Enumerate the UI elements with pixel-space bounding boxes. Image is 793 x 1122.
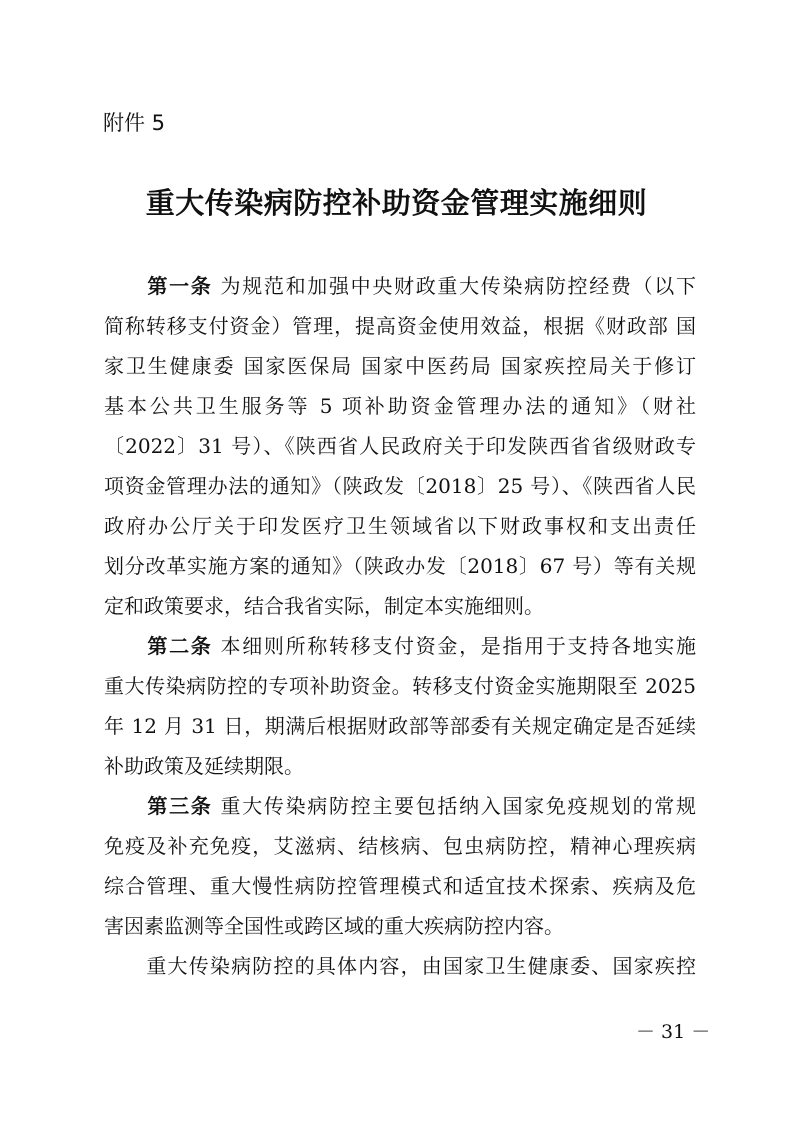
line-text: 项资金管理办法的通知》（陕政发〔2018〕25 号）、《陕西省人民 (104, 474, 696, 498)
document-body (104, 266, 696, 986)
body-line (104, 826, 696, 866)
body-line (104, 746, 696, 786)
article-number: 第二条 (104, 634, 213, 658)
line-text: 年 12 月 31 日，期满后根据财政部等部委有关规定确定是否延续 (104, 714, 696, 738)
body-line (104, 946, 696, 986)
line-text: 政府办公厅关于印发医疗卫生领域省以下财政事权和支出责任 (104, 514, 696, 538)
line-text: 基本公共卫生服务等 5 项补助资金管理办法的通知》（财社 (104, 394, 696, 418)
line-text: 重大传染病防控主要包括纳入国家免疫规划的常规 (212, 794, 696, 818)
body-line (104, 386, 696, 426)
body-line (104, 906, 696, 946)
line-text: 简称转移支付资金）管理，提高资金使用效益，根据《财政部 国 (104, 314, 696, 338)
page-number: － 31 － (636, 1021, 711, 1043)
body-line (104, 706, 696, 746)
line-text: 害因素监测等全国性或跨区域的重大疾病防控内容。 (104, 914, 564, 938)
line-text: 补助政策及延续期限。 (104, 754, 304, 778)
line-text: 定和政策要求，结合我省实际，制定本实施细则。 (104, 594, 544, 618)
body-line (104, 266, 696, 306)
body-line (104, 506, 696, 546)
line-text: 为规范和加强中央财政重大传染病防控经费（以下 (212, 274, 696, 298)
body-line (104, 306, 696, 346)
line-text: 重大传染病防控的专项补助资金。转移支付资金实施期限至 2025 (104, 674, 696, 698)
body-line (104, 426, 696, 466)
line-text: 重大传染病防控的具体内容，由国家卫生健康委、国家疾控 (104, 954, 696, 978)
line-text: 本细则所称转移支付资金，是指用于支持各地实施 (212, 634, 696, 658)
line-text: 免疫及补充免疫，艾滋病、结核病、包虫病防控，精神心理疾病 (104, 834, 696, 858)
body-line (104, 546, 696, 586)
article-number: 第三条 (104, 794, 213, 818)
article-number: 第一条 (104, 274, 213, 298)
line-text: 综合管理、重大慢性病防控管理模式和适宜技术探索、疾病及危 (104, 874, 696, 898)
line-text: 〔2022〕31 号）、《陕西省人民政府关于印发陕西省省级财政专 (104, 434, 696, 458)
body-line (104, 466, 696, 506)
body-line (104, 346, 696, 386)
line-text: 家卫生健康委 国家医保局 国家中医药局 国家疾控局关于修订 (104, 354, 696, 378)
attachment-label: 附件 5 (103, 111, 166, 135)
body-line (104, 586, 696, 626)
line-text: 划分改革实施方案的通知》（陕政办发〔2018〕67 号）等有关规 (104, 554, 696, 578)
body-line (104, 666, 696, 706)
body-line (104, 866, 696, 906)
body-line (104, 786, 696, 826)
body-line (104, 626, 696, 666)
document-title: 重大传染病防控补助资金管理实施细则 (145, 186, 648, 220)
